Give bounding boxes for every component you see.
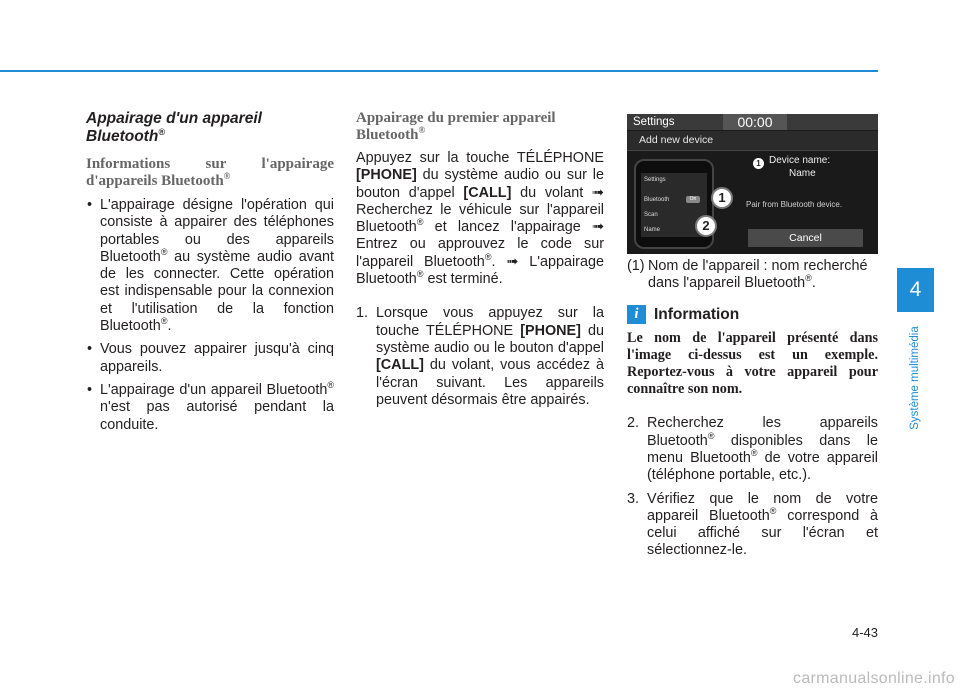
chapter-number-tab: 4	[897, 268, 934, 312]
screen-subtitle: Add new device	[639, 134, 714, 146]
information-text: Le nom de l'appareil présenté dans l'image ci-dessus est un exemple. Reportez-vous à votre appareil pour connaître son nom.	[627, 329, 878, 398]
column-1	[86, 110, 334, 434]
cancel-button: Cancel	[748, 229, 863, 247]
callout-marker-1: 1	[711, 187, 733, 209]
subheading-line-1: Informations sur l'appairage	[86, 156, 334, 172]
info-icon: i	[627, 305, 646, 324]
step-2: 2. Recherchez les appareils Bluetooth® disponibles dans le menu Bluetooth® de votre appareil (téléphone portable, etc.).	[627, 415, 879, 484]
step-1: 1. Lorsque vous appuyez sur la touche TÉLÉPHONE [PHONE] du système audio ou le bouton d'appel [CALL] du volant, vous accédez à l'écran suivant. Les appareils peuvent désormais être appairés.	[356, 305, 604, 408]
chapter-label: Système multimédia	[909, 326, 921, 430]
screen-clock: 00:00	[723, 114, 787, 130]
phone-row: Name	[644, 227, 661, 233]
step-3: 3. Vérifiez que le nom de votre appareil Bluetooth® correspond à celui affiché sur l'écran et sélectionnez-le.	[627, 490, 878, 559]
device-name-label: Device name:	[769, 155, 831, 166]
intro-paragraph: Appuyez sur la touche TÉLÉPHONE [PHONE] du système audio ou sur le bouton d'appel [CALL] du volant ➟ Recherchez le véhicule sur l'appareil Bluetooth® et lancez l'appairage ➟ Entrez ou approuvez le code sur l'appareil Bluetooth®. ➟ L'appairage Bluetooth® est terminé.	[356, 150, 604, 288]
screen-title: Settings	[633, 116, 675, 128]
figure-caption: (1) Nom de l'appareil : nom recherché dans l'appareil Bluetooth®.	[627, 258, 868, 292]
phone-toggle: On	[686, 196, 700, 203]
section-heading-first-device: Appairage du premier appareil Bluetooth®	[356, 110, 556, 143]
pair-instruction: Pair from Bluetooth device.	[746, 200, 843, 209]
bullet-item: • Vous pouvez appairer jusqu'à cinq appareils.	[86, 341, 334, 376]
bluetooth-settings-screen	[627, 114, 878, 254]
callout-marker-2: 2	[695, 215, 717, 237]
screen-subtitle-bar	[627, 131, 878, 151]
bullet-item: • L'appairage d'un appareil Bluetooth® n'est pas autorisé pendant la conduite.	[86, 382, 334, 434]
section-heading: Appairage d'un appareil Bluetooth®	[86, 110, 262, 145]
device-name-value: Name	[789, 168, 816, 179]
watermark: carmanualsonline.info	[793, 670, 955, 687]
information-heading	[627, 305, 878, 324]
subheading-line-2: d'appareils Bluetooth®	[86, 171, 231, 189]
column-3	[627, 114, 878, 560]
phone-row: Settings	[644, 177, 666, 183]
information-title: Information	[654, 305, 740, 323]
phone-row: Bluetooth	[644, 197, 670, 203]
column-2	[356, 110, 604, 409]
top-rule	[0, 70, 878, 72]
screen-title-bar	[627, 114, 878, 130]
callout-marker-small-1: 1	[753, 158, 764, 169]
phone-row: Scan	[644, 212, 658, 218]
bullet-item: • L'appairage désigne l'opération qui consiste à appairer des téléphones portables ou des appareils Bluetooth® au système audio avant de les connecter. Cette opération est indispensable pour la connexion et l'utilisation de la fonction Bluetooth®.	[86, 197, 334, 335]
page-number: 4-43	[851, 625, 878, 640]
